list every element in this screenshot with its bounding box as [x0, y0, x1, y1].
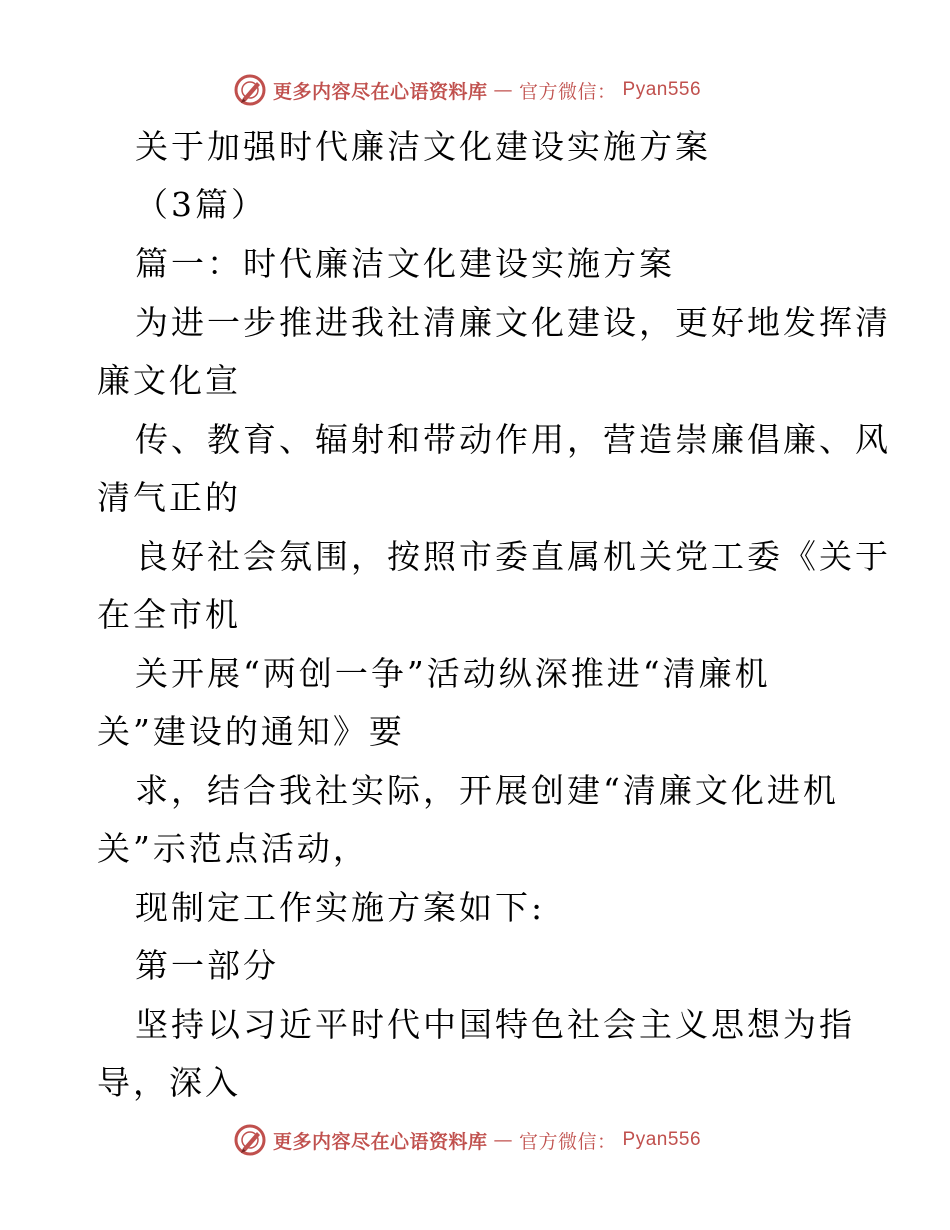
paragraph-line: 传、教育、辐射和带动作用，营造崇廉倡廉、风: [135, 420, 891, 459]
footer-wechat-id: Pyan556: [622, 1129, 702, 1150]
section-heading: 篇一：时代廉洁文化建设实施方案: [135, 244, 675, 283]
header-official-label: 官方微信：: [519, 80, 617, 103]
paragraph-line: 在全市机: [97, 595, 241, 634]
document-subtitle: （3篇）: [135, 185, 267, 224]
paragraph-line: 为进一步推进我社清廉文化建设，更好地发挥清: [135, 303, 891, 342]
paragraph-line: 导，深入: [97, 1063, 241, 1102]
paragraph-line: 求，结合我社实际，开展创建“清廉文化进机: [135, 771, 839, 810]
paragraph-line: 关”建设的通知》要: [97, 712, 405, 751]
paragraph-line: 现制定工作实施方案如下:: [135, 888, 546, 927]
header-dash: —: [493, 79, 514, 101]
header-site-text: 更多内容尽在心语资料库: [273, 80, 488, 103]
paragraph-line: 坚持以习近平时代中国特色社会主义思想为指: [135, 1005, 855, 1044]
header-watermark: [233, 71, 701, 109]
footer-watermark: [233, 1121, 701, 1159]
pen-logo-icon: [233, 1123, 267, 1157]
part-heading: 第一部分: [135, 946, 279, 985]
header-wechat-id: Pyan556: [622, 79, 702, 100]
paragraph-line: 廉文化宣: [97, 361, 241, 400]
footer-site-text: 更多内容尽在心语资料库: [273, 1130, 488, 1153]
footer-official-label: 官方微信：: [519, 1130, 617, 1153]
paragraph-line: 关”示范点活动，: [97, 829, 369, 868]
footer-dash: —: [493, 1129, 514, 1151]
paragraph-line: 良好社会氛围，按照市委直属机关党工委《关于: [135, 537, 891, 576]
document-title: 关于加强时代廉洁文化建设实施方案: [135, 127, 711, 166]
pen-logo-icon: [233, 73, 267, 107]
paragraph-line: 清气正的: [97, 478, 241, 517]
paragraph-line: 关开展“两创一争”活动纵深推进“清廉机: [135, 654, 771, 693]
